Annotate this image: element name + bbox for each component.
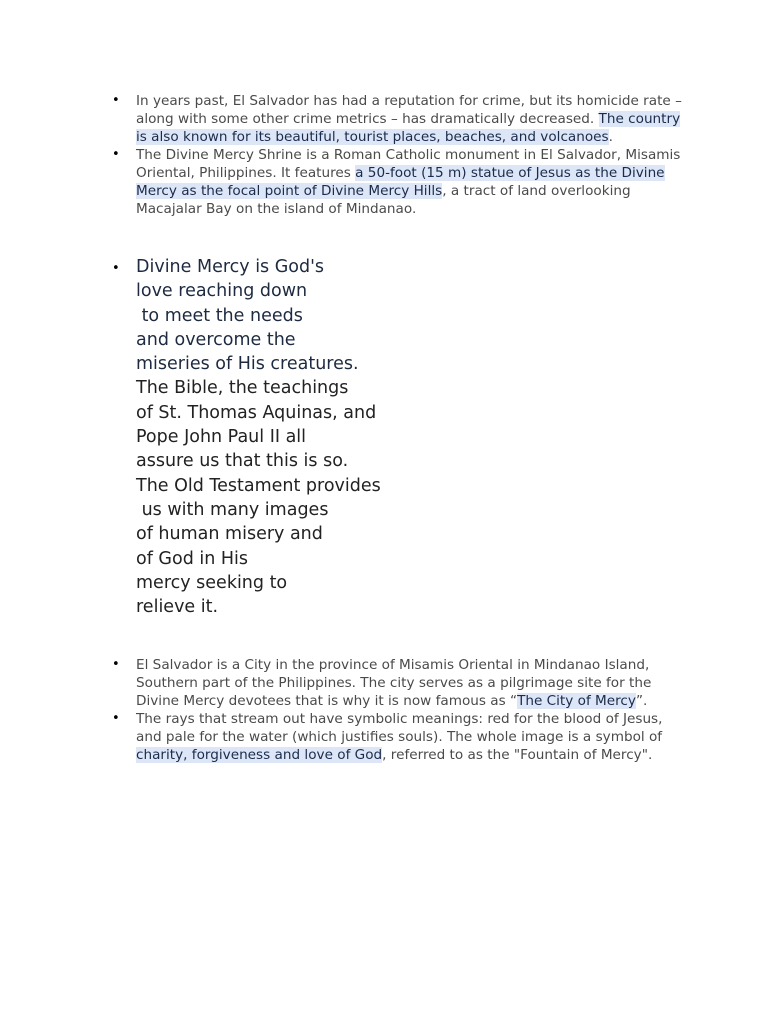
text-line: of St. Thomas Aquinas, and [136, 402, 377, 423]
paragraph-text: El Salvador is a City in the province of Misamis Oriental in Mindanao Island, Southern part of the Philippines. The city serves as a pilgrimage site for the Divine Mercy devotees that is why it is now famous as “ [136, 657, 652, 709]
list-item [110, 656, 690, 710]
bullet-icon: • [112, 657, 120, 672]
highlighted-text: The City of Mercy [517, 693, 636, 709]
list-item [110, 710, 690, 764]
list-item [110, 255, 430, 619]
text-line: miseries of His creatures. [136, 354, 359, 375]
list-item [110, 92, 690, 146]
bullet-list-divine-mercy [110, 255, 430, 619]
paragraph-text: . [608, 129, 613, 145]
bullet-list-intro [110, 92, 690, 218]
highlighted-text: The country is also known for its beautiful, tourist places, beaches, and volcanoes [136, 111, 681, 145]
paragraph-text: In years past, El Salvador has had a reputation for crime, but its homicide rate – along with some other crime metrics – has dramatically decreased. [136, 93, 682, 127]
text-line: The Bible, the teachings [136, 378, 349, 399]
text-line: to meet the needs [136, 305, 303, 326]
paragraph-text: , referred to as the "Fountain of Mercy". [382, 747, 653, 763]
highlighted-text: a 50-foot (15 m) statue of Jesus as the Divine Mercy as the focal point of Divine Mercy Hills [136, 165, 665, 199]
paragraph-text: , a tract of land overlooking Macajalar Bay on the island of Mindanao. [136, 183, 631, 217]
paragraph-text: The rays that stream out have symbolic meanings: red for the blood of Jesus, and pale for the water (which justifies souls). The whole image is a symbol of [136, 711, 663, 745]
text-line: us with many images [136, 499, 329, 520]
bullet-icon: • [112, 261, 120, 276]
text-line: assure us that this is so. [136, 451, 349, 472]
text-line: relieve it. [136, 597, 219, 618]
text-line: love reaching down [136, 281, 308, 302]
bullet-icon: • [112, 147, 120, 162]
text-line: mercy seeking to [136, 572, 288, 593]
text-line: The Old Testament provides [136, 475, 381, 496]
text-line: and overcome the [136, 329, 296, 350]
paragraph-text: ”. [635, 693, 648, 709]
paragraph-text: The Divine Mercy Shrine is a Roman Catholic monument in El Salvador, Misamis Oriental, Philippines. It features [136, 147, 681, 181]
bullet-icon: • [112, 711, 120, 726]
list-item [110, 146, 690, 218]
bullet-list-city [110, 656, 690, 764]
highlighted-text: charity, forgiveness and love of God [136, 747, 383, 763]
text-line: Divine Mercy is God's [136, 257, 325, 277]
text-line: of God in His [136, 548, 249, 569]
bullet-icon: • [112, 93, 120, 108]
text-line: Pope John Paul II all [136, 427, 307, 448]
text-line: of human misery and [136, 524, 323, 545]
